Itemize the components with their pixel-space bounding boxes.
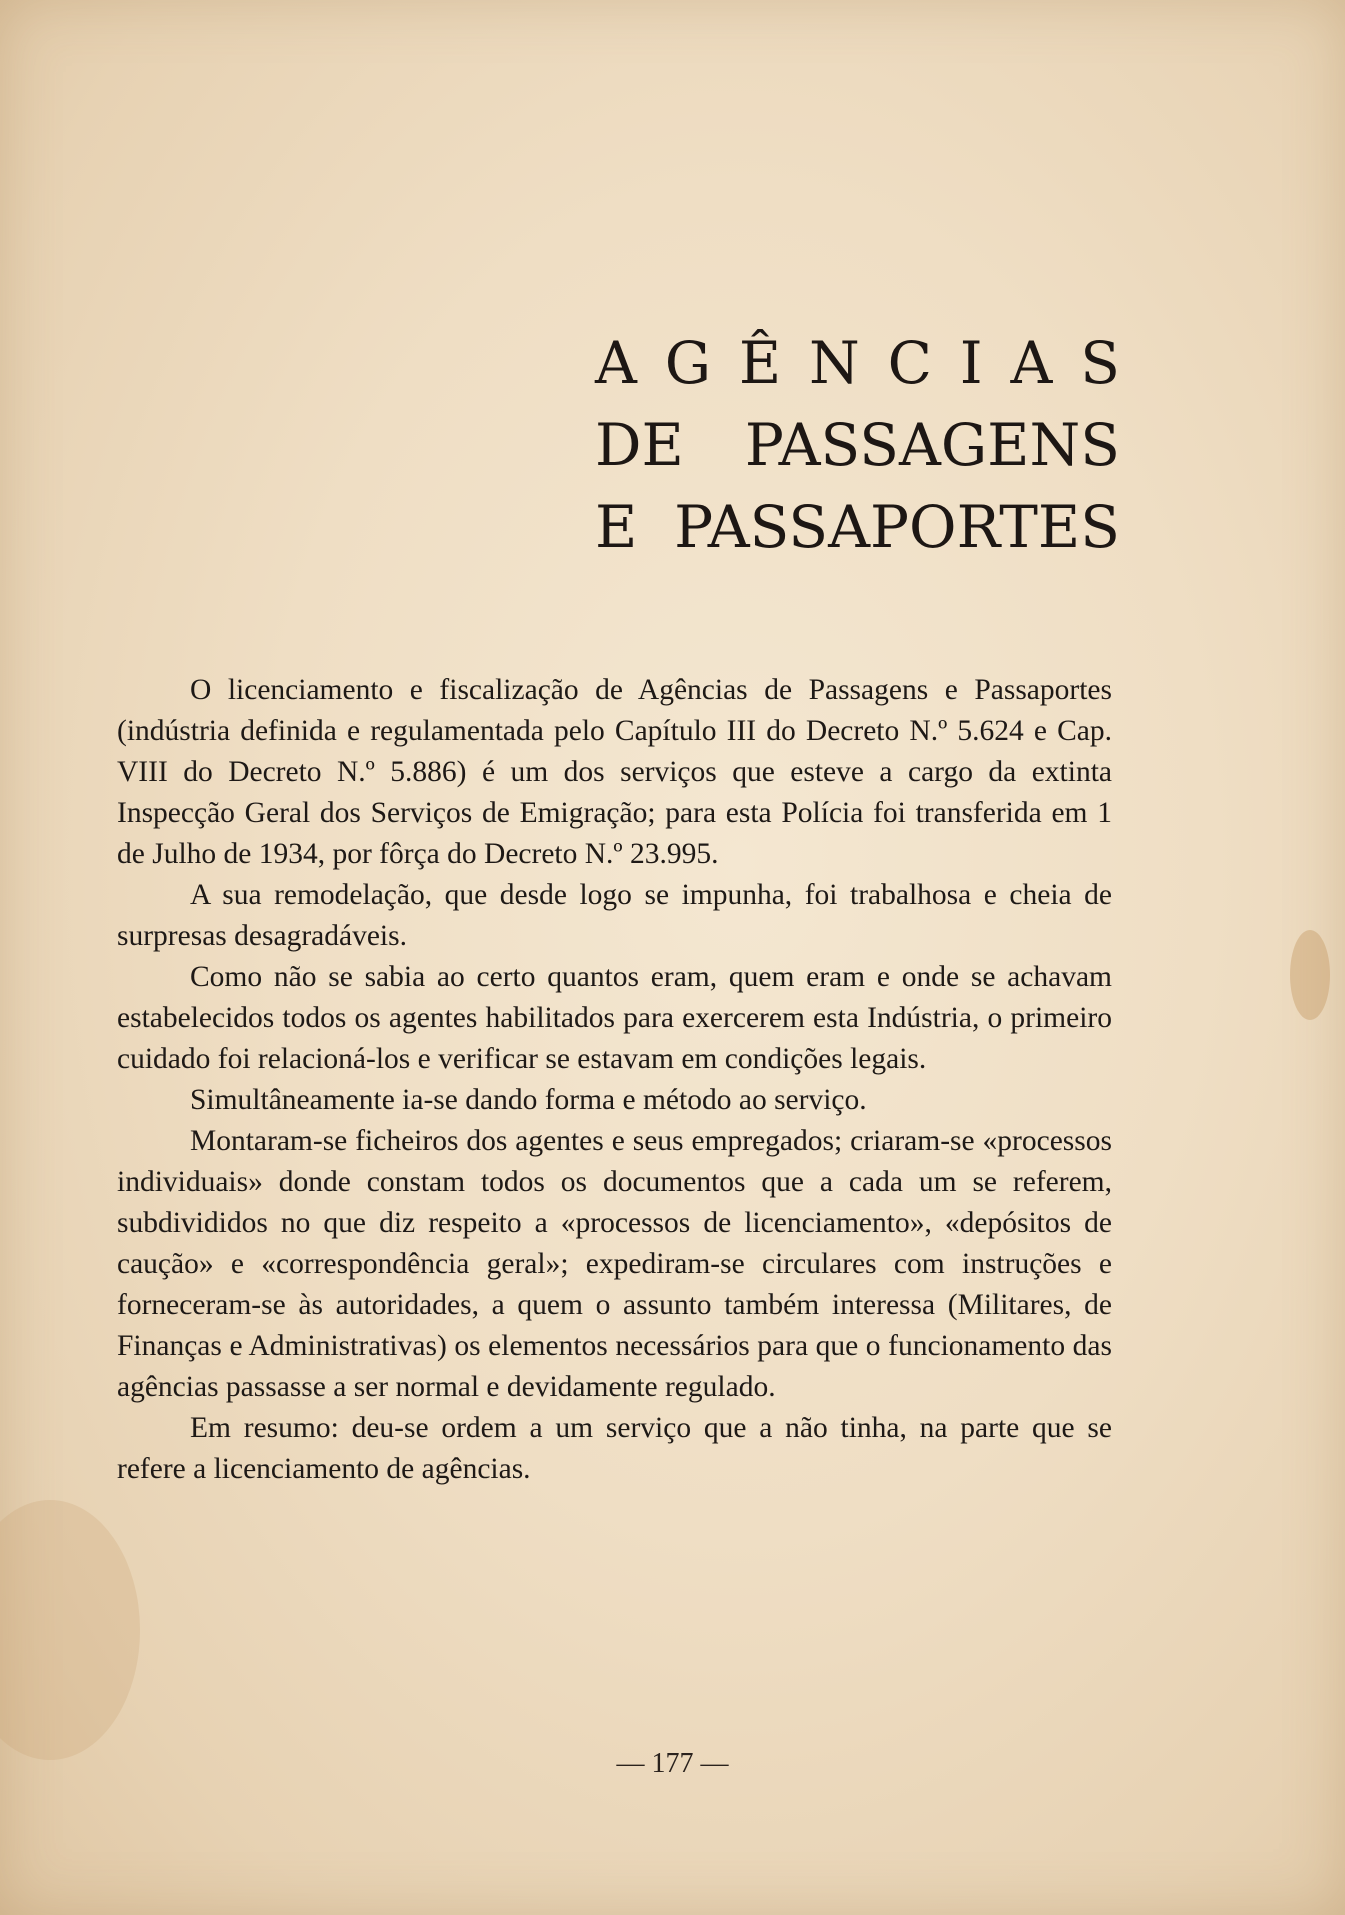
title-line-3: E PASSAPORTES <box>595 493 1120 561</box>
page-number: — 177 — <box>616 1748 729 1779</box>
paper-stain <box>0 1500 140 1760</box>
paragraph-4: Simultâneamente ia-se dando forma e método ao serviço. <box>190 1084 867 1116</box>
title-line-2: DE PASSAGENS <box>595 411 1120 479</box>
body-text <box>117 670 1112 1490</box>
paragraph-1: O licenciamento e fiscalização de Agências de Passagens e Passaportes (indústria definida e regulamentada pelo Capítulo III do Decreto N.º 5.624 e Cap. VIII do Decreto N.º 5.886) é um dos serviços que esteve a cargo da extinta Inspecção Geral dos Serviços de Emigração; para esta Polícia foi transferida em 1 de Julho de 1934, por fôrça do Decreto N.º 23.995. <box>117 674 1112 870</box>
title-line-1: A G Ê N C I A S <box>595 329 1120 397</box>
paragraph-5: Montaram-se ficheiros dos agentes e seus empregados; criaram-se «processos individuais» donde constam todos os documentos que a cada um se referem, subdivididos no que diz respeito a «processos de licenciamento», «depósitos de caução» e «correspondência geral»; expediram-se circulares com instruções e forneceram-se às autoridades, a quem o assunto também interessa (Militares, de Finanças e Administrativas) os elementos necessários para que o funcionamento das agências passasse a ser normal e devidamente regulado. <box>117 1125 1112 1403</box>
paragraph-6: Em resumo: deu-se ordem a um serviço que a não tinha, na parte que se refere a licenciamento de agências. <box>117 1412 1112 1485</box>
paragraph-3: Como não se sabia ao certo quantos eram, quem eram e onde se achavam estabelecidos todos os agentes habilitados para exercerem esta Indústria, o primeiro cuidado foi relacioná-los e verificar se estavam em condições legais. <box>117 961 1112 1075</box>
paragraph-2: A sua remodelação, que desde logo se impunha, foi trabalhosa e cheia de surpresas desagradáveis. <box>117 879 1112 952</box>
paper-stain <box>1290 930 1330 1020</box>
chapter-title <box>595 322 1120 568</box>
